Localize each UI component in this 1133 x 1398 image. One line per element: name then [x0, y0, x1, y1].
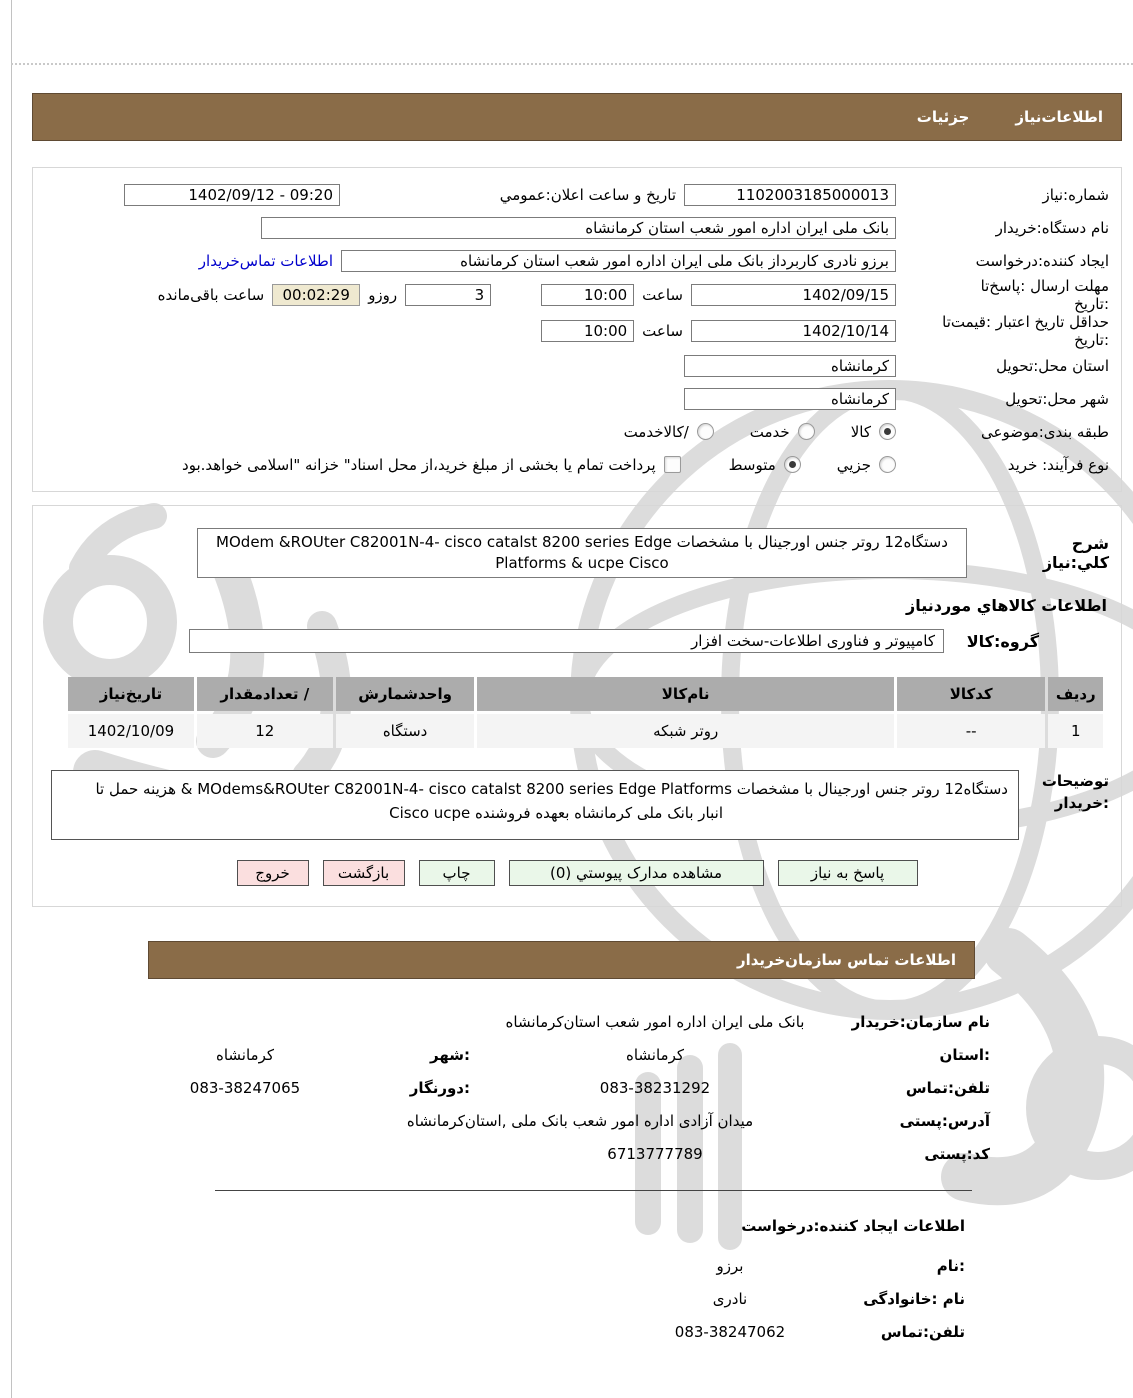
row-request-creator: [45, 244, 1109, 277]
last-name-value: نادری: [712, 1289, 748, 1308]
breadcrumb-need-info[interactable]: اطلاعات‌نیاز: [1015, 108, 1103, 126]
row-goods-group: [45, 629, 1039, 653]
buyer-org-field[interactable]: بانک ملی ایران اداره امور شعب استان کرمانشاه: [261, 217, 896, 239]
radio-goods-service[interactable]: [697, 423, 714, 440]
price-validity-label: حداقل تاریخ اعتبار :قیمت‌تا :تاریخ: [942, 313, 1109, 349]
postal-address-value: میدان آزادی اداره امور شعب بانک ملی ,استان‌کرمانشاه: [406, 1111, 754, 1130]
row-delivery-province: [45, 349, 1109, 382]
need-number-label: شماره:نیاز: [1042, 185, 1109, 204]
col-item-name: نام‌کالا: [477, 677, 893, 711]
goods-panel: [32, 505, 1122, 907]
radio-partial-label: جزيي: [836, 455, 871, 474]
action-buttons: [45, 860, 1109, 886]
need-number-field[interactable]: 1102003185000013: [684, 184, 896, 206]
postal-code-label: کد:پستی: [924, 1144, 990, 1163]
row-creator-phone: [32, 1315, 965, 1348]
classification-label: طبقه بندی:موضوعی: [981, 422, 1109, 441]
row-need-description: [45, 528, 1109, 578]
org-name-value: بانک ملی ایران اداره امور شعب استان‌کرمانشاه: [505, 1012, 805, 1031]
announce-datetime-field[interactable]: 1402/09/12 - 09:20: [124, 184, 340, 206]
province-value: کرمانشاه: [625, 1045, 684, 1064]
radio-goods-label: کالا: [850, 422, 871, 441]
fax-label: :دورنگار: [409, 1078, 470, 1097]
delivery-city-label: شهر محل:تحویل: [1005, 389, 1109, 408]
goods-table: [68, 677, 1103, 748]
row-postal-address: [32, 1104, 990, 1137]
city-label: :شهر: [430, 1045, 470, 1064]
fax-value: 083-38247065: [189, 1078, 301, 1097]
buyer-contact-bar-title: اطلاعات تماس سازمان‌خریدار: [736, 951, 956, 969]
cell-need-date: 1402/10/09: [68, 714, 194, 748]
cell-quantity: 12: [197, 714, 333, 748]
reply-deadline-time-field[interactable]: 10:00: [541, 284, 634, 306]
exit-button[interactable]: خروج: [237, 860, 309, 886]
radio-goods[interactable]: [879, 423, 896, 440]
radio-partial[interactable]: [879, 456, 896, 473]
col-need-date: تاریخ‌نیاز: [68, 677, 194, 711]
reply-deadline-date-field[interactable]: 1402/09/15: [691, 284, 896, 306]
row-price-validity: [45, 313, 1109, 349]
view-attached-docs-button[interactable]: مشاهده مدارک پیوستي (0): [509, 860, 764, 886]
days-and-label: روزو: [368, 286, 398, 304]
row-postal-code: [32, 1137, 990, 1170]
row-delivery-city: [45, 382, 1109, 415]
breadcrumb-details[interactable]: جزئیات: [916, 108, 970, 126]
row-process-type: [45, 448, 1109, 481]
need-description-box[interactable]: دستگاه12 روتر جنس اورجینال با مشخصات MOdem &ROUter C82001N-4- cisco catalst 8200 series Edge Platforms & ucpe Cisco: [197, 528, 967, 578]
cell-item-code: --: [897, 714, 1046, 748]
price-validity-hour-label: ساعت: [642, 322, 683, 340]
radio-medium-label: متوسط: [728, 455, 776, 474]
goods-group-field[interactable]: کامپیوتر و فناوری اطلاعات-سخت افزار: [189, 629, 944, 653]
breadcrumb: [32, 93, 1122, 141]
buyer-org-label: نام دستگاه:خریدار: [995, 218, 1109, 237]
row-first-name: [32, 1249, 965, 1282]
remaining-days-field[interactable]: 3: [405, 284, 491, 306]
section-divider: [215, 1190, 972, 1191]
row-phone-fax: [32, 1071, 990, 1104]
buyer-contact-bar: [148, 941, 975, 979]
delivery-city-field[interactable]: کرمانشاه: [684, 388, 896, 410]
delivery-province-field[interactable]: کرمانشاه: [684, 355, 896, 377]
col-quantity: / تعدادمقدار: [197, 677, 333, 711]
announce-label: تاریخ و ساعت اعلان:عمومي: [499, 185, 676, 204]
contact-phone-label: تلفن:تماس: [905, 1078, 990, 1097]
cell-unit: دستگاه: [336, 714, 475, 748]
need-description-label: شرح كلي:نیاز: [1042, 534, 1109, 572]
row-reply-deadline: [45, 277, 1109, 313]
col-item-code: کدکالا: [897, 677, 1046, 711]
province-label: :استان: [939, 1045, 990, 1064]
radio-goods-service-label: /کالاخدمت: [623, 422, 689, 441]
org-name-label: نام سازمان:خریدار: [851, 1012, 990, 1031]
row-buyer-notes: [45, 770, 1109, 840]
request-creator-field[interactable]: برزو نادری کاربرداز بانک ملی ایران اداره امور شعب استان کرمانشاه: [341, 250, 896, 272]
reply-to-need-button[interactable]: پاسخ به نیاز: [778, 860, 918, 886]
row-buyer-org: [45, 211, 1109, 244]
goods-table-header: [68, 677, 1103, 711]
row-need-number: [45, 178, 1109, 211]
first-name-value: برزو: [716, 1256, 744, 1275]
hours-remaining-label: ساعت باقی‌مانده: [157, 286, 265, 304]
row-last-name: [32, 1282, 965, 1315]
request-creator-heading: اطلاعات ایجاد کننده:درخواست: [741, 1217, 965, 1235]
buyer-contact-section: [32, 1005, 990, 1170]
top-dotted-divider: [11, 63, 1133, 65]
reply-deadline-label: مهلت ارسال :پاسخ‌تا :تاریخ: [980, 277, 1109, 313]
countdown-timer: 00:02:29: [272, 284, 360, 306]
radio-service-label: خدمت: [749, 422, 790, 441]
reply-deadline-hour-label: ساعت: [642, 286, 683, 304]
page-content: [32, 93, 1122, 1348]
cell-row-number: 1: [1048, 714, 1103, 748]
last-name-label: نام :خانوادگی: [863, 1289, 965, 1308]
delivery-province-label: استان محل:تحویل: [996, 356, 1109, 375]
process-type-label: نوع فرآیند: خرید: [1007, 455, 1109, 474]
contact-phone-value: 083-38231292: [599, 1078, 711, 1097]
col-row-number: ردیف: [1048, 677, 1103, 711]
row-province-city: [32, 1038, 990, 1071]
creator-phone-value: 083-38247062: [674, 1322, 786, 1341]
radio-service[interactable]: [798, 423, 815, 440]
buyer-notes-box[interactable]: دستگاه12 روتر جنس اورجینال با مشخصات MOdems&ROUter C82001N-4- cisco catalst 8200 series Edge Platforms & هزینه حمل تا انبار بانک ملی کرمانشاه بعهده فروشنده Cisco ucpe: [51, 770, 1019, 840]
need-info-panel: [32, 167, 1122, 492]
print-button[interactable]: چاپ: [419, 860, 495, 886]
price-validity-date-field[interactable]: 1402/10/14: [691, 320, 896, 342]
first-name-label: :نام: [936, 1256, 965, 1275]
price-validity-time-field[interactable]: 10:00: [541, 320, 634, 342]
creator-phone-label: تلفن:تماس: [880, 1322, 965, 1341]
table-row: [68, 714, 1103, 748]
row-org-name: [32, 1005, 990, 1038]
row-classification: [45, 415, 1109, 448]
back-button[interactable]: بازگشت: [323, 860, 405, 886]
buyer-contact-link[interactable]: اطلاعات تماس‌خریدار: [198, 251, 333, 270]
treasury-payment-checkbox[interactable]: [664, 456, 681, 473]
postal-address-label: آدرس:پستی: [899, 1111, 990, 1130]
goods-group-label: گروه:کالا: [966, 631, 1039, 651]
request-creator-label: ایجاد کننده:درخواست: [975, 251, 1109, 270]
treasury-payment-label: پرداخت تمام یا بخشی از مبلغ خرید،از محل اسناد" خزانه "اسلامی خواهد.بود: [182, 455, 656, 474]
radio-medium[interactable]: [784, 456, 801, 473]
request-creator-section: [32, 1217, 965, 1348]
buyer-notes-label: توضیحات :خریدار: [1041, 772, 1109, 812]
col-unit: واحدشمارش: [336, 677, 475, 711]
cell-item-name: روتر شبکه: [477, 714, 893, 748]
city-value: کرمانشاه: [215, 1045, 274, 1064]
postal-code-value: 6713777789: [607, 1144, 703, 1163]
goods-info-heading: اطلاعات کالاهاي موردنیاز: [906, 596, 1107, 615]
page-left-border: [11, 0, 12, 1398]
